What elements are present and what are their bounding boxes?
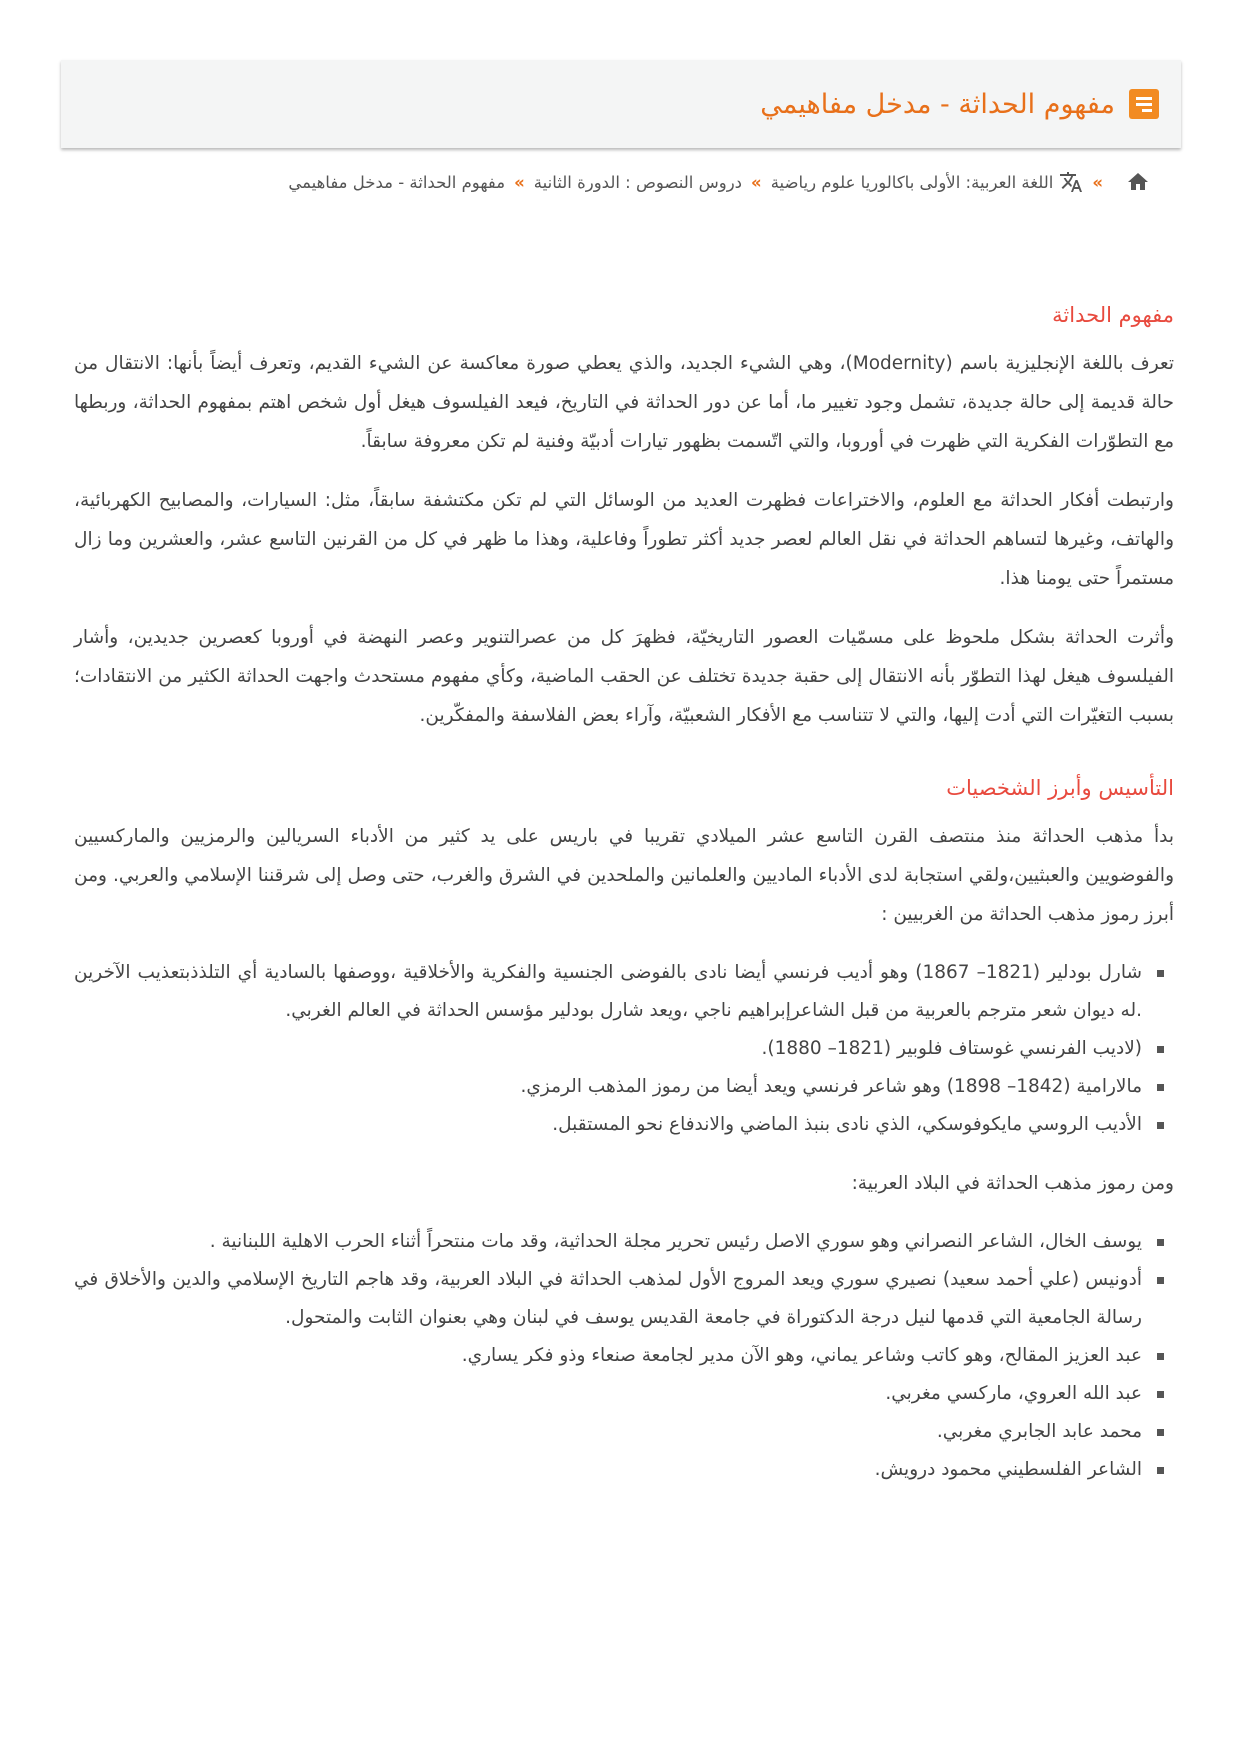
section-heading-figures: التأسيس وأبرز الشخصيات — [946, 776, 1174, 800]
list-item: الشاعر الفلسطيني محمود درويش. — [74, 1451, 1142, 1489]
paragraph: وأثرت الحداثة بشكل ملحوظ على مسمّيات العصور التاريخيّة، فظهرَ كل من عصرالتنوير وعصر النهضة في أوروبا كعصرين جديدين، وأشار الفيلسوف هيغل لهذا التطوّر بأنه الانتقال إلى حقبة جديدة تختلف عن الحقب الماضية، وكأي مفهوم مستحدث واجهت الحداثة الكثير من الانتقادات؛ بسبب التغيّرات التي أدت إليها، والتي لا تتناسب مع الأفكار الشعبيّة، وآراء بعض الفلاسفة والمفكّرين. — [74, 627, 1174, 726]
paragraph: بدأ مذهب الحداثة منذ منتصف القرن التاسع عشر الميلادي تقريبا في باريس على يد كثير من الأدباء السريالين والرمزيين والماركسيين والفوضويين والعبثيين،ولقي استجابة لدى الأدباء الماديين والعلمانين والملحدين في الشرق والغرب، حتى وصل إلى شرقننا الإسلامي والعربي. ومن أبرز رموز مذهب الحداثة من الغربيين : — [74, 826, 1174, 925]
list-item: عبد العزيز المقالح، وهو كاتب وشاعر يماني، وهو الآن مدير لجامعة صنعاء وذو فكر يساري. — [74, 1337, 1142, 1375]
list-item: مالارامية (1842– 1898) وهو شاعر فرنسي ويعد أيضا من رموز المذهب الرمزي. — [74, 1068, 1142, 1106]
list-item: يوسف الخال، الشاعر النصراني وهو سوري الاصل رئيس تحرير مجلة الحداثية، وقد مات منتحراً أثناء الحرب الاهلية اللبنانية . — [74, 1223, 1142, 1261]
paragraph: ومن رموز مذهب الحداثة في البلاد العربية: — [851, 1173, 1174, 1194]
document-icon — [1129, 89, 1159, 119]
breadcrumb — [288, 170, 1150, 194]
arab-figures-list — [74, 1223, 1174, 1489]
section-heading-concept: مفهوم الحداثة — [1052, 303, 1174, 327]
page-header — [61, 60, 1181, 148]
paragraph: وارتبطت أفكار الحداثة مع العلوم، والاختراعات فظهرت العديد من الوسائل التي لم تكن مكتشفة سابقاً، مثل: السيارات، والمصابيح الكهربائية، والهاتف، وغيرها لتساهم الحداثة في نقل العالم لعصر جديد أكثر تطوراً وفاعلية، وهذا ما ظهر في كل من القرنين التاسع عشر، والعشرين وما زال مستمراً حتى يومنا هذا. — [74, 490, 1174, 589]
article-body — [74, 298, 1174, 1509]
breadcrumb-separator: » — [514, 172, 525, 192]
list-item: عبد الله العروي، ماركسي مغربي. — [74, 1375, 1142, 1413]
translate-icon — [1059, 170, 1083, 194]
home-icon[interactable] — [1126, 170, 1150, 194]
breadcrumb-item-current: مفهوم الحداثة - مدخل مفاهيمي — [288, 172, 506, 192]
western-figures-list — [74, 954, 1174, 1144]
paragraph: تعرف باللغة الإنجليزية باسم (Modernity)، وهي الشيء الجديد، والذي يعطي صورة معاكسة عن الشيء القديم، وتعرف أيضاً بأنها: الانتقال من حالة قديمة إلى حالة جديدة، تشمل وجود تغيير ما، أما عن دور الحداثة في التاريخ، فيعد الفيلسوف هيغل أول شخص اهتم بمفهوم الحداثة، وربطها مع التطوّرات الفكرية التي ظهرت في أوروبا، والتي اتّسمت بظهور تيارات أدبيّة وفنية لم تكن معروفة سابقاً. — [74, 353, 1175, 452]
page-title: مفهوم الحداثة - مدخل مفاهيمي — [760, 88, 1115, 120]
breadcrumb-separator: » — [751, 172, 762, 192]
breadcrumb-item-course[interactable]: اللغة العربية: الأولى باكالوريا علوم رياضية — [770, 172, 1054, 192]
breadcrumb-separator: » — [1092, 172, 1103, 192]
list-item: محمد عابد الجابري مغربي. — [74, 1413, 1142, 1451]
list-item: شارل بودلير (1821– 1867) وهو أديب فرنسي أيضا نادى بالفوضى الجنسية والفكرية والأخلاقية ،ووصفها بالسادية أي التلذذبتعذيب الآخرين .له ديوان شعر مترجم بالعربية من قبل الشاعرإبراهيم ناجي ،ويعد شارل بودلير مؤسس الحداثة في العالم الغربي. — [74, 954, 1142, 1030]
list-item: الأديب الروسي مايكوفوسكي، الذي نادى بنبذ الماضي والاندفاع نحو المستقبل. — [74, 1106, 1142, 1144]
breadcrumb-item-unit[interactable]: دروس النصوص : الدورة الثانية — [533, 172, 743, 192]
list-item: (لاديب الفرنسي غوستاف فلوبير (1821– 1880). — [74, 1030, 1142, 1068]
list-item: أدونيس (علي أحمد سعيد) نصيري سوري ويعد المروج الأول لمذهب الحداثة في البلاد العربية، وقد هاجم التاريخ الإسلامي والدين والأخلاق في رسالة الجامعية التي قدمها لنيل درجة الدكتوراة في جامعة القديس يوسف في لبنان وهي بعنوان الثابت والمتحول. — [74, 1261, 1142, 1337]
